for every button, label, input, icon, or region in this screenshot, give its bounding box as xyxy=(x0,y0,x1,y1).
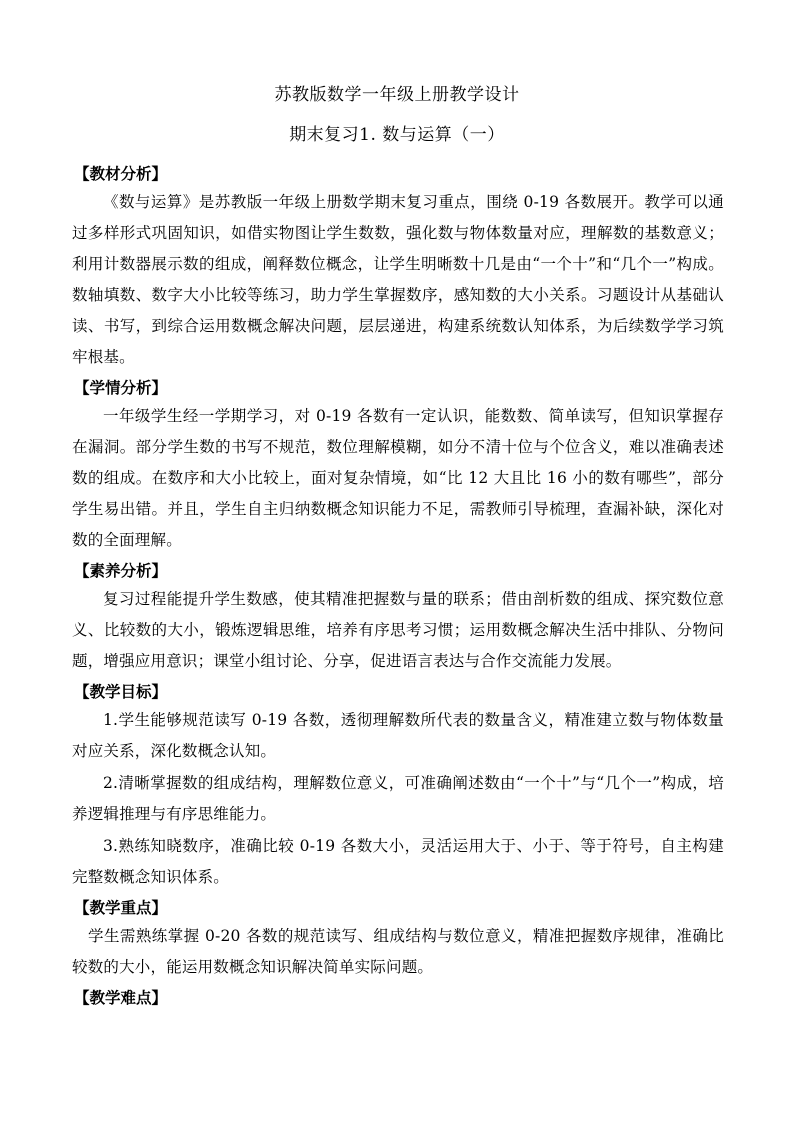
document-body xyxy=(72,160,724,1011)
goal-item: 2.清晰掌握数的组成结构，理解数位意义，可准确阐述数由“一个十”与“几个一”构成，培养逻辑推理与有序思维能力。 xyxy=(72,774,724,823)
document-subtitle: 期末复习1. 数与运算（一） xyxy=(289,125,505,145)
section-student-analysis xyxy=(72,374,724,556)
section-heading: 【教学重点】 xyxy=(74,898,168,917)
goal-item: 1.学生能够规范读写 0-19 各数，透彻理解数所代表的数量含义，精准建立数与物体数量对应关系，深化数概念认知。 xyxy=(72,711,724,760)
section-teaching-difficulty xyxy=(72,984,724,1011)
section-textbook-analysis xyxy=(72,160,724,373)
section-heading: 【素养分析】 xyxy=(74,561,168,580)
section-teaching-key xyxy=(72,894,724,983)
section-paragraph: 复习过程能提升学生数感，使其精准把握数与量的联系；借由剖析数的组成、探究数位意义、比较数的大小，锻炼逻辑思维，培养有序思考习惯；运用数概念解决生活中排队、分物问题，增强应用意识；课堂小组讨论、分享，促进语言表达与合作交流能力发展。 xyxy=(72,590,724,670)
section-paragraph: 学生需熟练掌握 0-20 各数的规范读写、组成结构与数位意义，精准把握数序规律，准确比较数的大小，能运用数概念知识解决简单实际问题。 xyxy=(72,927,724,976)
section-heading: 【教学难点】 xyxy=(74,988,168,1007)
section-heading: 【教学目标】 xyxy=(74,682,168,701)
goal-item: 3.熟练知晓数序，准确比较 0-19 各数大小，灵活运用大于、小于、等于符号，自主构建完整数概念知识体系。 xyxy=(72,837,724,886)
section-heading: 【教材分析】 xyxy=(74,164,168,183)
section-paragraph: 《数与运算》是苏教版一年级上册数学期末复习重点，围绕 0-19 各数展开。教学可以通过多样形式巩固知识，如借实物图让学生数数，强化数与物体数量对应，理解数的基数意义；利用计数器展示数的组成，阐释数位概念，让学生明晰数十几是由“一个十”和“几个一”构成。数轴填数、数字大小比较等练习，助力学生掌握数序，感知数的大小关系。习题设计从基础认读、书写，到综合运用数概念解决问题，层层递进，构建系统数认知体系，为后续数学学习筑牢根基。 xyxy=(72,193,724,366)
section-teaching-goals xyxy=(72,678,724,893)
section-heading: 【学情分析】 xyxy=(74,378,168,397)
section-paragraph: 一年级学生经一学期学习，对 0-19 各数有一定认识，能数数、简单读写，但知识掌握存在漏洞。部分学生数的书写不规范，数位理解模糊，如分不清十位与个位含义，难以准确表述数的组成。在数序和大小比较上，面对复杂情境，如“比 12 大且比 16 小的数有哪些”，部分学生易出错。并且，学生自主归纳数概念知识能力不足，需教师引导梳理，查漏补缺，深化对数的全面理解。 xyxy=(72,407,724,549)
document-title: 苏教版数学一年级上册教学设计 xyxy=(274,85,520,105)
section-literacy-analysis xyxy=(72,557,724,677)
